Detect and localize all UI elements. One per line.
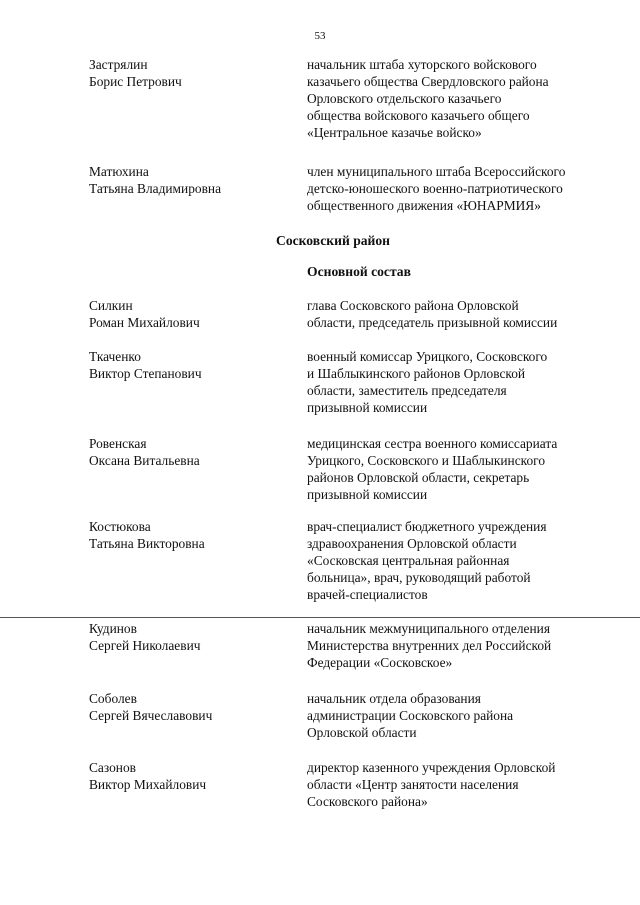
composition-heading: Основной состав — [307, 264, 411, 279]
position-line: директор казенного учреждения Орловской — [307, 760, 556, 775]
member-position — [307, 518, 607, 603]
member-position — [307, 435, 607, 503]
surname: Ткаченко — [89, 349, 141, 364]
surname: Силкин — [89, 298, 133, 313]
member-name — [89, 518, 289, 552]
member-name — [89, 690, 289, 724]
given-names: Роман Михайлович — [89, 315, 200, 330]
position-line: районов Орловской области, секретарь — [307, 470, 530, 485]
position-line: член муниципального штаба Всероссийского — [307, 164, 566, 179]
position-line: детско-юношеского военно-патриотического — [307, 181, 563, 196]
position-line: «Сосковская центральная районная — [307, 553, 510, 568]
surname: Соболев — [89, 691, 137, 706]
district-heading: Сосковский район — [276, 233, 391, 248]
given-names: Борис Петрович — [89, 74, 182, 89]
position-line: администрации Сосковского района — [307, 708, 514, 723]
page-fold-line — [0, 617, 640, 618]
member-name — [89, 435, 289, 469]
position-line: Орловского отдельского казачьего — [307, 91, 502, 106]
member-name — [89, 56, 289, 90]
given-names: Татьяна Викторовна — [89, 536, 205, 551]
position-line: и Шаблыкинского районов Орловской — [307, 366, 526, 381]
position-line: Министерства внутренних дел Российской — [307, 638, 552, 653]
position-line: начальник отдела образования — [307, 691, 481, 706]
position-line: «Центральное казачье войско» — [307, 125, 482, 140]
position-line: врачей-специалистов — [307, 587, 428, 602]
position-line: области, председатель призывной комиссии — [307, 315, 558, 330]
position-line: глава Сосковского района Орловской — [307, 298, 519, 313]
member-position — [307, 620, 607, 671]
position-line: призывной комиссии — [307, 400, 428, 415]
member-name — [89, 163, 289, 197]
position-line: общества войскового казачьего общего — [307, 108, 530, 123]
position-line: медицинская сестра военного комиссариата — [307, 436, 558, 451]
position-line: начальник межмуниципального отделения — [307, 621, 550, 636]
member-position — [307, 56, 607, 141]
surname: Кудинов — [89, 621, 137, 636]
position-line: казачьего общества Свердловского района — [307, 74, 549, 89]
position-line: начальник штаба хуторского войскового — [307, 57, 537, 72]
position-line: области «Центр занятости населения — [307, 777, 519, 792]
position-line: врач-специалист бюджетного учреждения — [307, 519, 547, 534]
surname: Костюкова — [89, 519, 151, 534]
position-line: военный комиссар Урицкого, Сосковского — [307, 349, 548, 364]
given-names: Сергей Вячеславович — [89, 708, 213, 723]
position-line: здравоохранения Орловской области — [307, 536, 517, 551]
position-line: Сосковского района» — [307, 794, 428, 809]
position-line: общественного движения «ЮНАРМИЯ» — [307, 198, 541, 213]
position-line: призывной комиссии — [307, 487, 428, 502]
surname: Матюхина — [89, 164, 149, 179]
surname: Сазонов — [89, 760, 136, 775]
member-position — [307, 163, 607, 214]
position-line: Орловской области — [307, 725, 417, 740]
given-names: Сергей Николаевич — [89, 638, 201, 653]
position-line: больница», врач, руководящий работой — [307, 570, 531, 585]
position-line: Федерации «Сосковское» — [307, 655, 453, 670]
member-position — [307, 759, 607, 810]
member-position — [307, 348, 607, 416]
given-names: Татьяна Владимировна — [89, 181, 222, 196]
member-position — [307, 690, 607, 741]
position-line: Урицкого, Сосковского и Шаблыкинского — [307, 453, 546, 468]
given-names: Оксана Витальевна — [89, 453, 200, 468]
given-names: Виктор Степанович — [89, 366, 202, 381]
member-name — [89, 620, 289, 654]
given-names: Виктор Михайлович — [89, 777, 207, 792]
page-number: 53 — [314, 30, 326, 42]
position-line: области, заместитель председателя — [307, 383, 507, 398]
surname: Ровенская — [89, 436, 147, 451]
surname: Застрялин — [89, 57, 148, 72]
member-name — [89, 759, 289, 793]
member-name — [89, 348, 289, 382]
member-position — [307, 297, 607, 331]
member-name — [89, 297, 289, 331]
